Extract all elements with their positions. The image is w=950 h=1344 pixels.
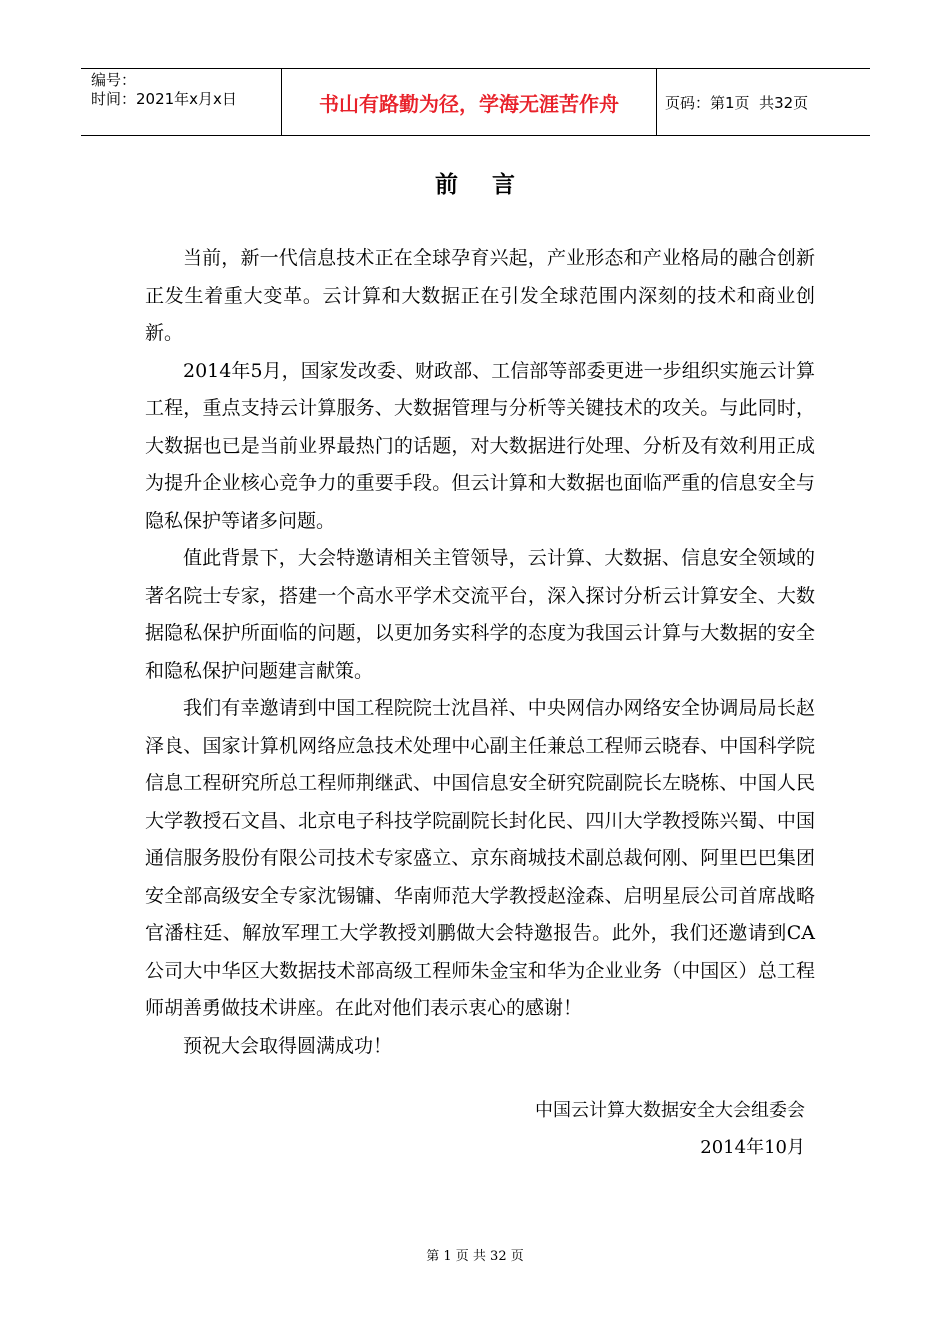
document-title: 前言 — [435, 172, 549, 198]
header-page-info-text: 页码：第1页 共32页 — [665, 93, 809, 112]
document-header — [81, 68, 870, 136]
header-meta — [91, 71, 237, 109]
document-body — [145, 240, 815, 1065]
signature-date: 2014年10月 — [700, 1137, 805, 1158]
header-page-info — [665, 69, 808, 135]
header-time-label: 时间：2021年x月x日 — [91, 90, 237, 108]
body-paragraph: 值此背景下，大会特邀请相关主管领导，云计算、大数据、信息安全领域的著名院士专家，搭建一个高水平学术交流平台，深入探讨分析云计算安全、大数据隐私保护所面临的问题，以更加务实科学的态度为我国云计算与大数据的安全和隐私保护问题建言献策。 — [145, 547, 815, 682]
header-number-label: 编号： — [91, 71, 137, 89]
body-paragraph: 2014年5月，国家发改委、财政部、工信部等部委更进一步组织实施云计算工程，重点支持云计算服务、大数据管理与分析等关键技术的攻关。与此同时，大数据也已是当前业界最热门的话题，对大数据进行处理、分析及有效利用正成为提升企业核心竞争力的重要手段。但云计算和大数据也面临严重的信息安全与隐私保护等诸多问题。 — [145, 359, 815, 532]
body-paragraph: 我们有幸邀请到中国工程院院士沈昌祥、中央网信办网络安全协调局局长赵泽良、国家计算机网络应急技术处理中心副主任兼总工程师云晓春、中国科学院信息工程研究所总工程师荆继武、中国信息安全研究院副院长左晓栋、中国人民大学教授石文昌、北京电子科技学院副院长封化民、四川大学教授陈兴蜀、中国通信服务股份有限公司技术专家盛立、京东商城技术副总裁何刚、阿里巴巴集团安全部高级安全专家沈锡镛、华南师范大学教授赵淦森、启明星辰公司首席战略官潘柱廷、解放军理工大学教授刘鹏做大会特邀报告。此外，我们还邀请到CA公司大中华区大数据技术部高级工程师朱金宝和华为企业业务（中国区）总工程师胡善勇做技术讲座。在此对他们表示衷心的感谢！ — [145, 697, 815, 1019]
header-motto: 书山有路勤为径，学海无涯苦作舟 — [319, 91, 619, 116]
body-paragraph: 当前，新一代信息技术正在全球孕育兴起，产业形态和产业格局的融合创新正发生着重大变革。云计算和大数据正在引发全球范围内深刻的技术和商业创新。 — [145, 247, 815, 344]
body-paragraph: 预祝大会取得圆满成功！ — [183, 1034, 393, 1057]
header-divider — [656, 69, 657, 135]
signature-organization: 中国云计算大数据安全大会组委会 — [535, 1100, 805, 1121]
page-footer: 第 1 页 共 32 页 — [426, 1249, 524, 1264]
